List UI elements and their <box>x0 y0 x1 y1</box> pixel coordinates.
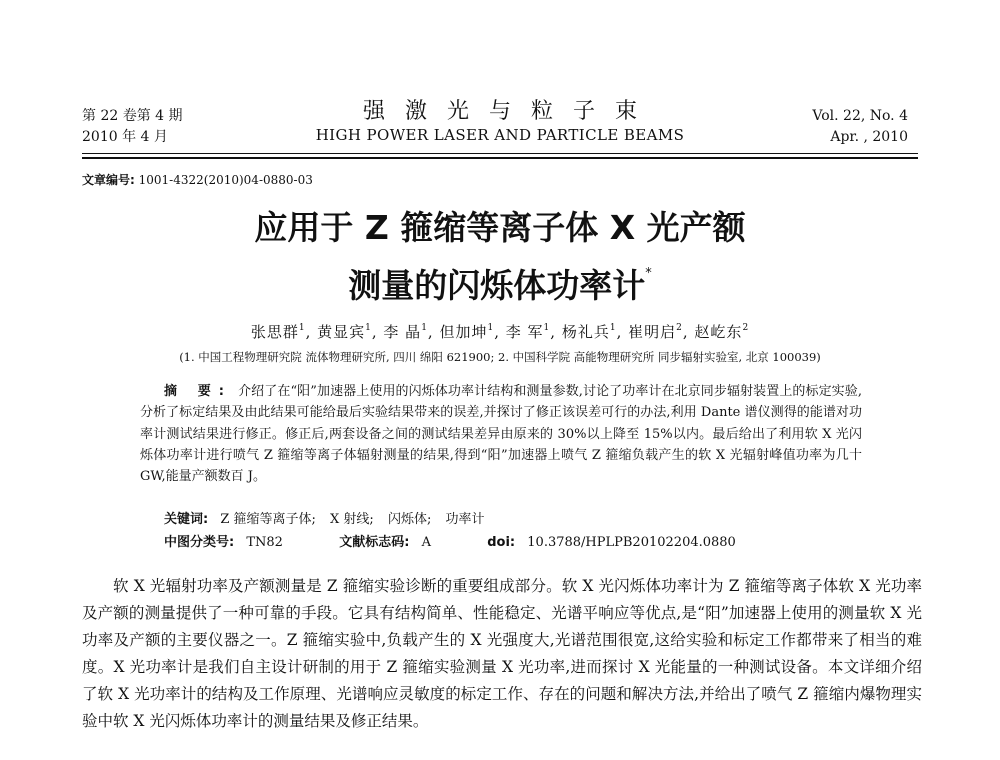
date-en: Apr. , 2010 <box>830 129 908 145</box>
clc-value: TN82 <box>246 535 283 550</box>
paper-title-line1: 应用于 Z 箍缩等离子体 X 光产额 <box>254 208 746 247</box>
volume-issue-en: Vol. 22, No. 4 <box>812 108 908 124</box>
abstract-text: 介绍了在“阳”加速器上使用的闪烁体功率计结构和测量参数,讨论了功率计在北京同步辐射装置上的标定实验,分析了标定结果及由此结果可能给最后实验结果带来的误差,并探讨了修正该误差可行的办法,利用 Dante 谱仪测得的能谱对功率计测试结果进行修正。修正后,两套设备之间的测试结果差异由原来的 30%以上降至 15%以内。最后给出了利用软 X 光闪烁体功率计进行喷气 Z 箍缩等离子体辐射测量的结果,得到“阳”加速器上喷气 Z 箍缩负载产生的软 X 光辐射峰值功率为几十 GW,能量产额数百 J。 <box>140 384 862 485</box>
affiliations: (1. 中国工程物理研究院 流体物理研究所, 四川 绵阳 621900; 2. 中国科学院 高能物理研究所 同步辐射实验室, 北京 100039) <box>179 350 821 364</box>
author-affiliation: 1 <box>543 323 551 333</box>
author-affiliation: 1 <box>365 323 372 333</box>
author-name: 张思群 <box>250 323 299 341</box>
author <box>383 323 428 341</box>
author-list: 张思群$^1$, 黄显宾$^1$, 李 晶$^1$, 但加坤$^1$, 李 军$^1$, 杨礼兵$^1$, 崔明启$^2$, 赵屹东$^2$ <box>250 323 750 341</box>
volume-issue-cn: 第 22 卷第 4 期 <box>82 108 183 124</box>
header-right <box>812 106 908 148</box>
author <box>439 323 494 341</box>
keywords <box>164 510 495 530</box>
doi-value: 10.3788/HPLPB20102204.0880 <box>527 535 736 550</box>
author-affiliation: 1 <box>609 323 617 333</box>
keyword: X 射线; <box>330 512 374 527</box>
clc-label: 中图分类号: <box>164 535 235 550</box>
doc-code-label: 文献标志码: <box>339 535 410 550</box>
footnote-mark: * <box>645 266 652 281</box>
keywords-label: 关键词: <box>164 512 209 527</box>
journal-title-en: HIGH POWER LASER AND PARTICLE BEAMS <box>315 126 685 144</box>
paper-title-line2 <box>0 252 1000 308</box>
author <box>251 323 306 341</box>
author-affiliation: 1 <box>298 323 306 333</box>
author <box>562 323 617 341</box>
doc-code-value: A <box>421 535 431 550</box>
keyword: 功率计 <box>445 512 485 527</box>
article-number-label: 文章编号: <box>82 173 135 187</box>
author-name: 但加坤 <box>439 323 488 341</box>
author <box>506 323 551 341</box>
paper-title-line2-text: 测量的闪烁体功率计 <box>348 266 646 305</box>
author-name: 李 军 <box>505 323 544 341</box>
article-number-value: 1001-4322(2010)04-0880-03 <box>138 173 313 187</box>
journal-title-cn: 强激光与粒子束 <box>362 99 657 124</box>
author-name: 黄显宾 <box>317 323 366 341</box>
author-name: 赵屹东 <box>694 323 743 341</box>
author <box>694 323 749 341</box>
doi-label: doi: <box>487 535 516 550</box>
author-affiliation: 2 <box>676 323 683 333</box>
keyword: 闪烁体; <box>387 512 432 527</box>
author-affiliation: 1 <box>421 323 428 333</box>
article-number <box>82 172 313 188</box>
author-affiliation: 1 <box>487 323 495 333</box>
body-paragraph: 软 X 光辐射功率及产额测量是 Z 箍缩实验诊断的重要组成部分。软 X 光闪烁体功率计为 Z 箍缩等离子体软 X 光功率及产额的测量提供了一种可靠的手段。它具有结构简单、性能稳定、光谱平响应等优点,是“阳”加速器上使用的测量软 X 光功率及产额的主要仪器之一。Z 箍缩实验中,负载产生的 X 光强度大,光谱范围很宽,这给实验和标定工作都带来了相当的难度。X 光功率计是我们自主设计研制的用于 Z 箍缩实验测量 X 光功率,进而探讨 X 光能量的一种测试设备。本文详细介绍了软 X 光功率计的结构及工作原理、光谱响应灵敏度的标定工作、存在的问题和解决方法,并给出了喷气 Z 箍缩内爆物理实验中软 X 光闪烁体功率计的测量结果及修正结果。 <box>82 577 922 730</box>
author <box>317 323 372 341</box>
author-name: 杨礼兵 <box>561 323 610 341</box>
author-affiliation: 2 <box>742 323 750 333</box>
keyword: Z 箍缩等离子体; <box>220 512 316 527</box>
classification <box>164 533 736 553</box>
author <box>628 323 683 341</box>
author-name: 崔明启 <box>628 323 677 341</box>
header-rule-thin <box>82 153 918 154</box>
abstract-label: 摘 要: <box>164 384 232 399</box>
date-cn: 2010 年 4 月 <box>82 129 168 145</box>
author-name: 李 晶 <box>383 323 422 341</box>
abstract <box>140 381 862 487</box>
header-rule-thick <box>82 157 918 159</box>
